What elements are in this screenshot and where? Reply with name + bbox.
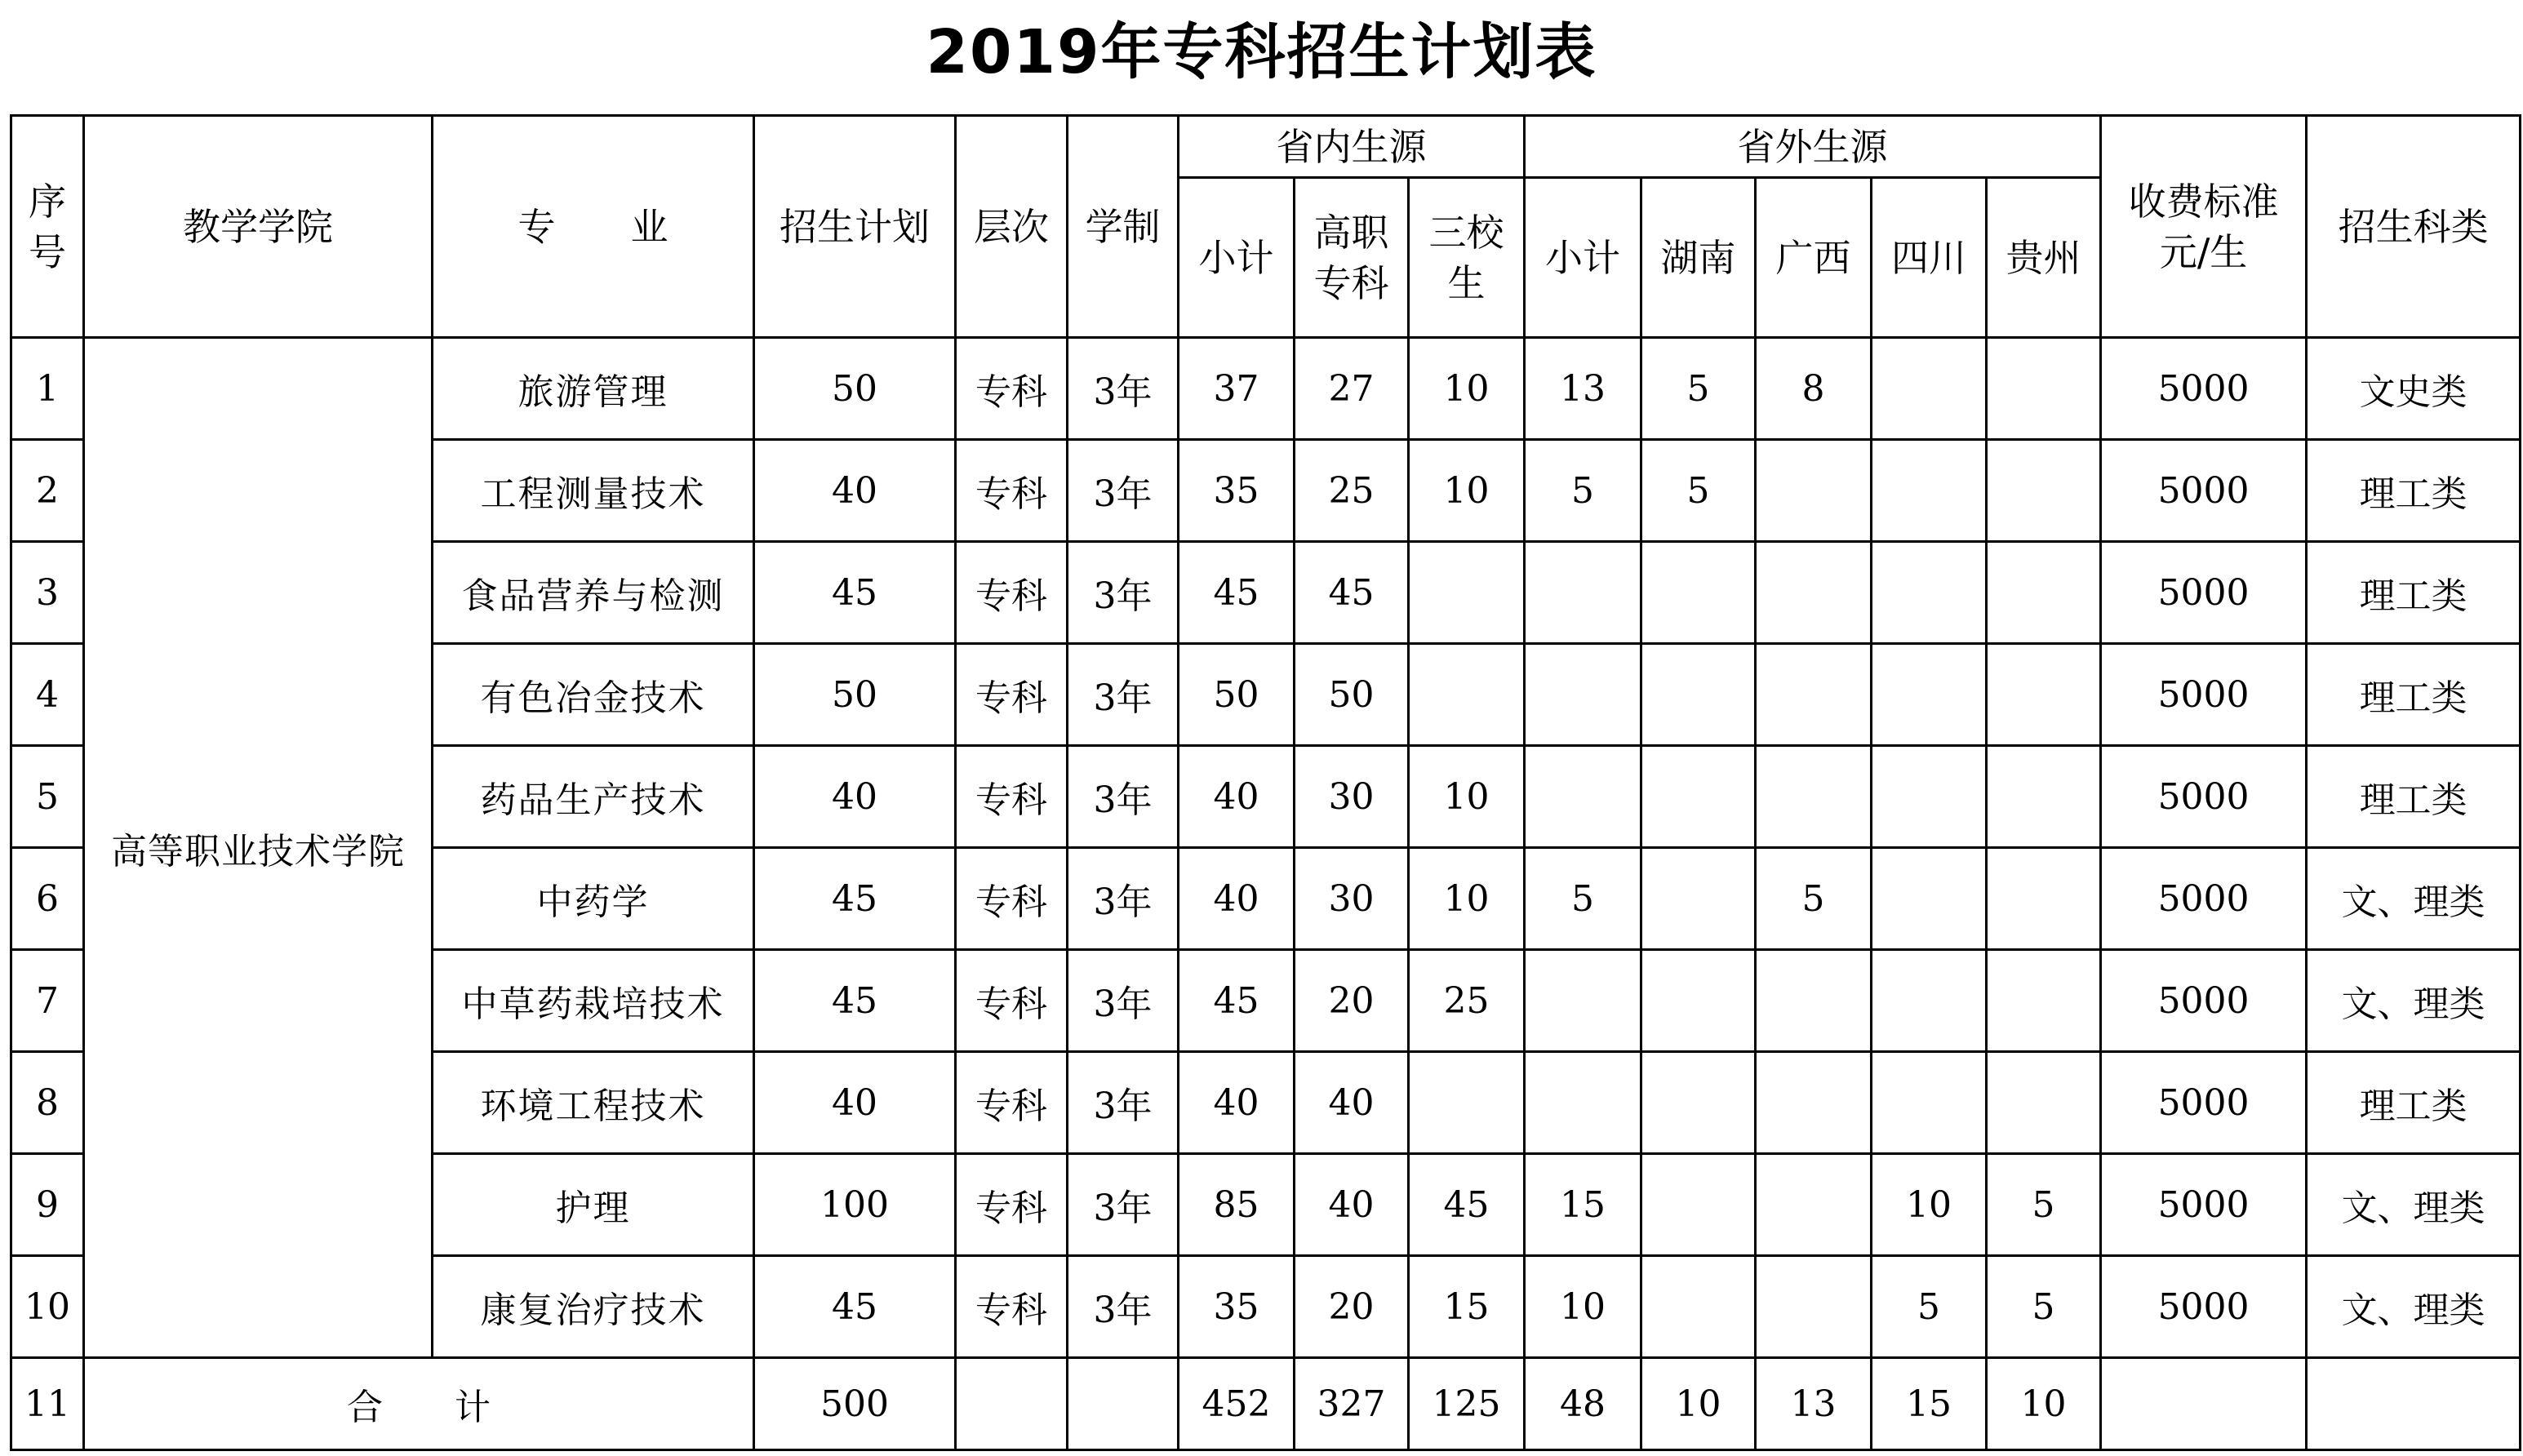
header-out-guizhou: 贵州 — [1987, 178, 2101, 338]
row-category: 理工类 — [2307, 542, 2521, 644]
total-fee-empty — [2101, 1358, 2307, 1450]
row-seq: 8 — [11, 1052, 84, 1154]
row-category: 理工类 — [2307, 1052, 2521, 1154]
row-in-three-schools — [1409, 1052, 1525, 1154]
row-plan: 50 — [754, 338, 956, 440]
row-out-hunan — [1641, 1256, 1756, 1358]
row-out-guangxi — [1756, 644, 1872, 746]
row-out-hunan — [1641, 1052, 1756, 1154]
row-plan: 100 — [754, 1154, 956, 1256]
row-out-sichuan — [1872, 848, 1987, 950]
table-body — [11, 338, 2521, 1450]
total-level-empty — [956, 1358, 1068, 1450]
row-out-sichuan: 5 — [1872, 1256, 1987, 1358]
row-level: 专科 — [956, 848, 1068, 950]
row-out-sichuan — [1872, 1052, 1987, 1154]
row-in-three-schools: 10 — [1409, 848, 1525, 950]
row-in-vocational: 20 — [1295, 950, 1409, 1052]
row-plan: 40 — [754, 746, 956, 848]
row-category: 理工类 — [2307, 644, 2521, 746]
row-out-hunan — [1641, 542, 1756, 644]
header-major: 专 业 — [433, 116, 754, 338]
row-out-hunan: 5 — [1641, 440, 1756, 542]
row-in-vocational: 50 — [1295, 644, 1409, 746]
row-seq: 3 — [11, 542, 84, 644]
total-out-hunan: 10 — [1641, 1358, 1756, 1450]
row-in-three-schools: 10 — [1409, 746, 1525, 848]
row-in-subtotal: 40 — [1179, 746, 1295, 848]
row-out-sichuan — [1872, 338, 1987, 440]
row-in-subtotal: 85 — [1179, 1154, 1295, 1256]
row-category: 文、理类 — [2307, 950, 2521, 1052]
row-duration: 3年 — [1068, 746, 1179, 848]
row-level: 专科 — [956, 950, 1068, 1052]
row-fee: 5000 — [2101, 746, 2307, 848]
row-level: 专科 — [956, 1154, 1068, 1256]
row-plan: 40 — [754, 440, 956, 542]
row-in-vocational: 30 — [1295, 746, 1409, 848]
row-in-subtotal: 45 — [1179, 950, 1295, 1052]
row-in-three-schools — [1409, 542, 1525, 644]
row-in-subtotal: 45 — [1179, 542, 1295, 644]
row-out-hunan: 5 — [1641, 338, 1756, 440]
row-fee: 5000 — [2101, 1154, 2307, 1256]
row-in-subtotal: 35 — [1179, 440, 1295, 542]
row-plan: 40 — [754, 1052, 956, 1154]
total-row — [11, 1358, 2521, 1450]
row-plan: 50 — [754, 644, 956, 746]
table-row — [11, 338, 2521, 440]
row-out-guizhou — [1987, 848, 2101, 950]
row-duration: 3年 — [1068, 848, 1179, 950]
row-seq: 10 — [11, 1256, 84, 1358]
row-in-three-schools: 10 — [1409, 440, 1525, 542]
row-major: 中药学 — [433, 848, 754, 950]
row-out-subtotal: 15 — [1525, 1154, 1641, 1256]
header-out-sichuan: 四川 — [1872, 178, 1987, 338]
row-category: 文、理类 — [2307, 1154, 2521, 1256]
total-duration-empty — [1068, 1358, 1179, 1450]
row-in-subtotal: 37 — [1179, 338, 1295, 440]
row-level: 专科 — [956, 644, 1068, 746]
row-level: 专科 — [956, 1052, 1068, 1154]
total-seq: 11 — [11, 1358, 84, 1450]
row-fee: 5000 — [2101, 848, 2307, 950]
row-in-vocational: 25 — [1295, 440, 1409, 542]
row-in-three-schools: 15 — [1409, 1256, 1525, 1358]
row-category: 理工类 — [2307, 746, 2521, 848]
row-out-hunan — [1641, 950, 1756, 1052]
row-major: 中草药栽培技术 — [433, 950, 754, 1052]
row-fee: 5000 — [2101, 542, 2307, 644]
header-out-guangxi: 广西 — [1756, 178, 1872, 338]
row-out-guizhou: 5 — [1987, 1154, 2101, 1256]
row-out-guizhou — [1987, 746, 2101, 848]
row-out-subtotal: 5 — [1525, 848, 1641, 950]
row-out-sichuan — [1872, 542, 1987, 644]
total-in-vocational: 327 — [1295, 1358, 1409, 1450]
row-plan: 45 — [754, 848, 956, 950]
row-category: 文、理类 — [2307, 1256, 2521, 1358]
row-in-vocational: 20 — [1295, 1256, 1409, 1358]
header-plan: 招生计划 — [754, 116, 956, 338]
row-out-hunan — [1641, 746, 1756, 848]
row-out-guangxi — [1756, 950, 1872, 1052]
row-out-guizhou — [1987, 440, 2101, 542]
row-in-vocational: 40 — [1295, 1154, 1409, 1256]
row-in-three-schools: 45 — [1409, 1154, 1525, 1256]
header-out-hunan: 湖南 — [1641, 178, 1756, 338]
row-category: 理工类 — [2307, 440, 2521, 542]
row-out-guizhou — [1987, 950, 2101, 1052]
row-in-three-schools: 10 — [1409, 338, 1525, 440]
row-fee: 5000 — [2101, 440, 2307, 542]
header-out-subtotal: 小计 — [1525, 178, 1641, 338]
row-out-hunan — [1641, 1154, 1756, 1256]
college-name: 高等职业技术学院 — [84, 338, 433, 1358]
row-major: 药品生产技术 — [433, 746, 754, 848]
enrollment-plan-table — [10, 114, 2521, 1451]
total-label: 合 计 — [84, 1358, 754, 1450]
row-duration: 3年 — [1068, 1052, 1179, 1154]
row-category: 文史类 — [2307, 338, 2521, 440]
row-out-subtotal — [1525, 746, 1641, 848]
row-out-subtotal: 10 — [1525, 1256, 1641, 1358]
row-out-guizhou — [1987, 338, 2101, 440]
row-in-three-schools — [1409, 644, 1525, 746]
row-seq: 1 — [11, 338, 84, 440]
row-category: 文、理类 — [2307, 848, 2521, 950]
row-fee: 5000 — [2101, 1052, 2307, 1154]
header-fee: 收费标准元/生 — [2101, 116, 2307, 338]
row-out-guangxi: 8 — [1756, 338, 1872, 440]
row-out-guangxi — [1756, 440, 1872, 542]
row-out-guangxi — [1756, 1154, 1872, 1256]
row-out-guizhou — [1987, 542, 2101, 644]
row-major: 食品营养与检测 — [433, 542, 754, 644]
row-out-guizhou: 5 — [1987, 1256, 2101, 1358]
row-out-sichuan — [1872, 950, 1987, 1052]
row-seq: 5 — [11, 746, 84, 848]
row-duration: 3年 — [1068, 644, 1179, 746]
row-out-guizhou — [1987, 1052, 2101, 1154]
total-category-empty — [2307, 1358, 2521, 1450]
row-out-sichuan — [1872, 440, 1987, 542]
row-in-subtotal: 35 — [1179, 1256, 1295, 1358]
row-duration: 3年 — [1068, 1256, 1179, 1358]
row-level: 专科 — [956, 1256, 1068, 1358]
row-fee: 5000 — [2101, 950, 2307, 1052]
row-out-sichuan — [1872, 746, 1987, 848]
row-seq: 9 — [11, 1154, 84, 1256]
total-in-three-schools: 125 — [1409, 1358, 1525, 1450]
header-in-vocational: 高职专科 — [1295, 178, 1409, 338]
row-fee: 5000 — [2101, 644, 2307, 746]
row-seq: 4 — [11, 644, 84, 746]
row-in-subtotal: 50 — [1179, 644, 1295, 746]
row-in-vocational: 40 — [1295, 1052, 1409, 1154]
header-seq: 序号 — [11, 116, 84, 338]
row-seq: 7 — [11, 950, 84, 1052]
row-duration: 3年 — [1068, 542, 1179, 644]
row-out-guangxi — [1756, 1052, 1872, 1154]
row-fee: 5000 — [2101, 1256, 2307, 1358]
row-in-vocational: 27 — [1295, 338, 1409, 440]
row-out-guangxi — [1756, 1256, 1872, 1358]
row-out-guizhou — [1987, 644, 2101, 746]
total-out-subtotal: 48 — [1525, 1358, 1641, 1450]
header-out-province: 省外生源 — [1525, 116, 2101, 178]
row-major: 有色冶金技术 — [433, 644, 754, 746]
row-duration: 3年 — [1068, 1154, 1179, 1256]
row-out-subtotal — [1525, 644, 1641, 746]
row-out-subtotal — [1525, 542, 1641, 644]
header-level: 层次 — [956, 116, 1068, 338]
row-level: 专科 — [956, 746, 1068, 848]
row-in-three-schools: 25 — [1409, 950, 1525, 1052]
row-plan: 45 — [754, 542, 956, 644]
row-major: 康复治疗技术 — [433, 1256, 754, 1358]
row-out-sichuan: 10 — [1872, 1154, 1987, 1256]
row-out-guangxi — [1756, 746, 1872, 848]
row-duration: 3年 — [1068, 440, 1179, 542]
header-in-subtotal: 小计 — [1179, 178, 1295, 338]
row-out-subtotal — [1525, 1052, 1641, 1154]
row-in-subtotal: 40 — [1179, 848, 1295, 950]
total-out-guizhou: 10 — [1987, 1358, 2101, 1450]
total-out-guangxi: 13 — [1756, 1358, 1872, 1450]
header-college: 教学学院 — [84, 116, 433, 338]
total-in-subtotal: 452 — [1179, 1358, 1295, 1450]
row-out-guangxi: 5 — [1756, 848, 1872, 950]
row-duration: 3年 — [1068, 338, 1179, 440]
row-in-vocational: 45 — [1295, 542, 1409, 644]
row-level: 专科 — [956, 338, 1068, 440]
row-level: 专科 — [956, 542, 1068, 644]
row-plan: 45 — [754, 1256, 956, 1358]
header-in-three-schools: 三校生 — [1409, 178, 1525, 338]
header-duration: 学制 — [1068, 116, 1179, 338]
row-out-subtotal: 5 — [1525, 440, 1641, 542]
row-duration: 3年 — [1068, 950, 1179, 1052]
row-in-subtotal: 40 — [1179, 1052, 1295, 1154]
row-level: 专科 — [956, 440, 1068, 542]
header-category: 招生科类 — [2307, 116, 2521, 338]
page-title: 2019年专科招生计划表 — [926, 17, 1597, 87]
total-out-sichuan: 15 — [1872, 1358, 1987, 1450]
row-out-hunan — [1641, 644, 1756, 746]
row-out-guangxi — [1756, 542, 1872, 644]
row-in-vocational: 30 — [1295, 848, 1409, 950]
row-out-hunan — [1641, 848, 1756, 950]
row-fee: 5000 — [2101, 338, 2307, 440]
row-plan: 45 — [754, 950, 956, 1052]
row-out-subtotal — [1525, 950, 1641, 1052]
row-seq: 2 — [11, 440, 84, 542]
row-major: 护理 — [433, 1154, 754, 1256]
row-out-sichuan — [1872, 644, 1987, 746]
row-major: 工程测量技术 — [433, 440, 754, 542]
row-major: 环境工程技术 — [433, 1052, 754, 1154]
row-out-subtotal: 13 — [1525, 338, 1641, 440]
table-header — [11, 116, 2521, 338]
header-in-province: 省内生源 — [1179, 116, 1525, 178]
row-seq: 6 — [11, 848, 84, 950]
total-plan: 500 — [754, 1358, 956, 1450]
row-major: 旅游管理 — [433, 338, 754, 440]
